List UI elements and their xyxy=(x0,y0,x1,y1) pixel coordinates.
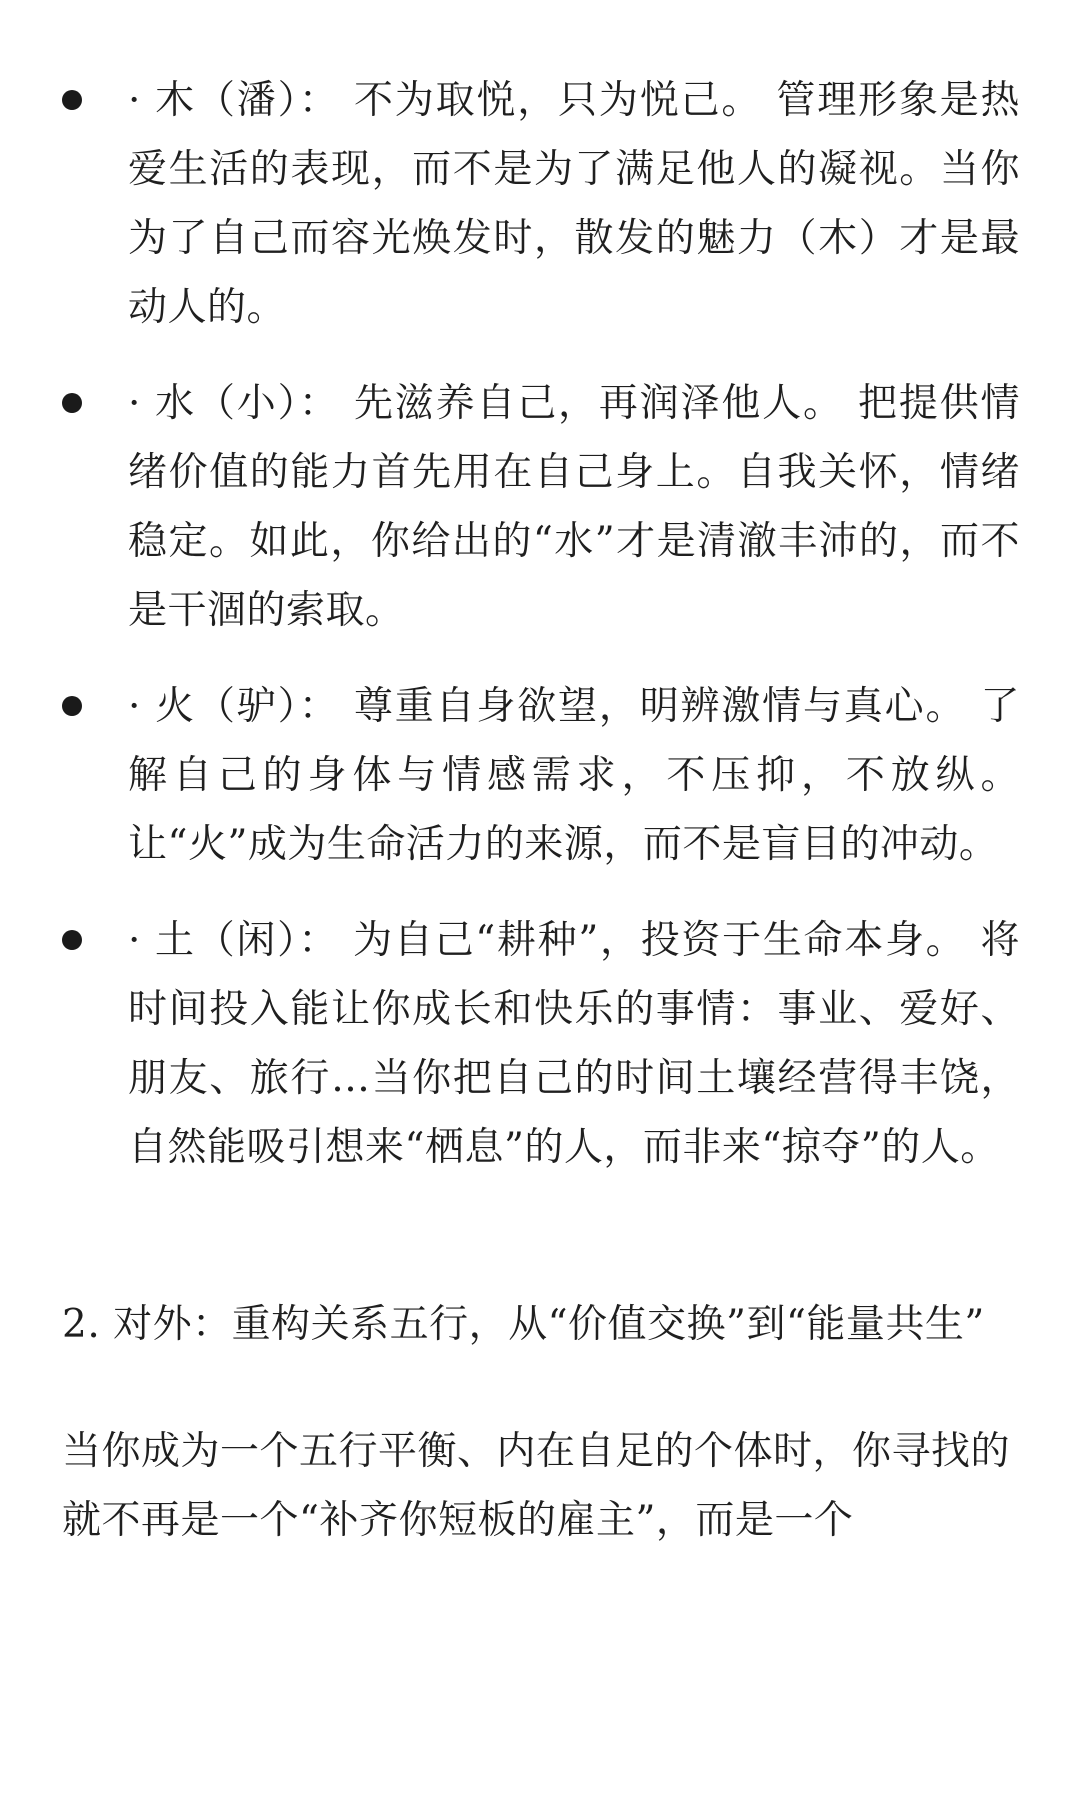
list-item-earth xyxy=(62,906,1020,1182)
bullet-dot-icon xyxy=(62,393,82,413)
list-item-text: · 火（驴）： 尊重自身欲望，明辨激情与真心。 了解自己的身体与情感需求，不压抑，不放纵。让“火”成为生命活力的来源，而不是盲目的冲动。 xyxy=(128,684,1020,867)
section-heading: 2. 对外：重构关系五行，从“价值交换”到“能量共生” xyxy=(62,1302,985,1347)
body-paragraph: 当你成为一个五行平衡、内在自足的个体时，你寻找的就不再是一个“补齐你短板的雇主”，而是一个 xyxy=(62,1429,1011,1543)
list-item-text: · 水（小）： 先滋养自己，再润泽他人。 把提供情绪价值的能力首先用在自己身上。自我关怀，情绪稳定。如此，你给出的“水”才是清澈丰沛的，而不是干涸的索取。 xyxy=(128,381,1020,633)
bullet-dot-icon xyxy=(62,90,82,110)
bullet-dot-icon xyxy=(62,696,82,716)
list-item-water xyxy=(62,369,1020,645)
list-item-fire xyxy=(62,672,1020,879)
list-item-text: · 土（闲）： 为自己“耕种”，投资于生命本身。 将时间投入能让你成长和快乐的事情：事业、爱好、朋友、旅行…当你把自己的时间土壤经营得丰饶，自然能吸引想来“栖息”的人，而非来“掠夺”的人。 xyxy=(128,918,1020,1170)
bullet-dot-icon xyxy=(62,930,82,950)
list-item-wood xyxy=(62,66,1020,342)
five-elements-list xyxy=(62,66,1020,1182)
list-item-text: · 木（潘）： 不为取悦，只为悦己。 管理形象是热爱生活的表现，而不是为了满足他人的凝视。当你为了自己而容光焕发时，散发的魅力（木）才是最动人的。 xyxy=(128,78,1020,330)
